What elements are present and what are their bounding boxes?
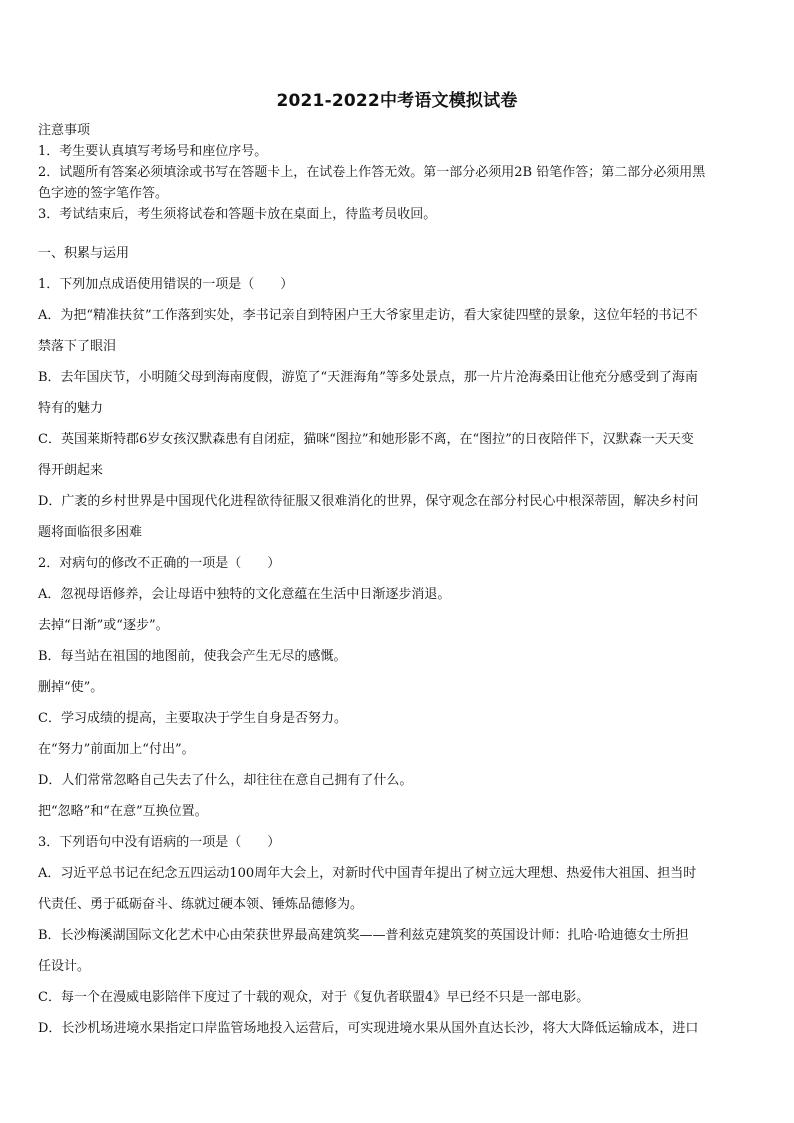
option-line: C．学习成绩的提高，主要取决于学生自身是否努力。: [38, 711, 347, 726]
notice-heading: 注意事项: [38, 123, 91, 138]
notice-item: 色字迹的签字笔作答。: [38, 186, 169, 201]
question-stem: 2．对病句的修改不正确的一项是（ ）: [38, 556, 281, 571]
option-line: C．英国莱斯特郡6岁女孩汉默森患有自闭症，猫咪“图拉”和她形影不离，在“图拉”的日夜陪伴下，汉默森一天天变: [38, 432, 694, 447]
option-line: 任设计。: [38, 959, 91, 974]
notice-item: 1．考生要认真填写考场号和座位序号。: [38, 144, 268, 159]
revision-line: 在“努力”前面加上“付出”。: [38, 742, 195, 757]
option-line: 代责任、勇于砥砺奋斗、练就过硬本领、锤炼品德修为。: [38, 897, 364, 912]
revision-line: 把“忽略”和“在意”互换位置。: [38, 804, 208, 819]
option-line: 禁落下了眼泪: [38, 339, 117, 354]
option-line: 得开朗起来: [38, 463, 104, 478]
question-stem: 1．下列加点成语使用错误的一项是（ ）: [38, 277, 294, 292]
revision-line: 去掉“日渐”或“逐步”。: [38, 618, 169, 633]
option-line: D．人们常常忽略自己失去了什么，却往往在意自己拥有了什么。: [38, 773, 413, 788]
option-line: B．长沙梅溪湖国际文化艺术中心由荣获世界最高建筑奖——普利兹克建筑奖的英国设计师：扎哈·哈迪德女士所担: [38, 928, 689, 943]
option-line: 题将面临很多困难: [38, 525, 143, 540]
option-line: B．每当站在祖国的地图前，使我会产生无尽的感慨。: [38, 649, 347, 664]
option-line: 特有的魅力: [38, 401, 104, 416]
option-line: B．去年国庆节，小明随父母到海南度假，游览了“天涯海角”等多处景点，那一片片沧海桑田让他充分感受到了海南: [38, 370, 698, 385]
option-line: C．每一个在漫威电影陪伴下度过了十载的观众，对于《复仇者联盟4》早已经不只是一部电影。: [38, 990, 590, 1005]
notice-item: 3．考试结束后，考生须将试卷和答题卡放在桌面上，待监考员收回。: [38, 207, 437, 222]
revision-line: 删掉“使”。: [38, 680, 104, 695]
option-line: D．广袤的乡村世界是中国现代化进程欲待征服又很难消化的世界，保守观念在部分村民心中根深蒂固，解决乡村问: [38, 494, 699, 509]
option-line: D．长沙机场进境水果指定口岸监管场地投入运营后，可实现进境水果从国外直达长沙，将大大降低运输成本，进口: [38, 1021, 699, 1036]
question-body: [38, 241, 758, 1047]
option-line: A．忽视母语修养，会让母语中独特的文化意蕴在生活中日渐逐步消退。: [38, 587, 451, 602]
notice-item: 2．试题所有答案必须填涂或书写在答题卡上，在试卷上作答无效。第一部分必须用2B 铅笔作答；第二部分必须用黑: [38, 165, 706, 180]
question-stem: 3．下列语句中没有语病的一项是（ ）: [38, 835, 281, 850]
option-line: A．习近平总书记在纪念五四运动100周年大会上，对新时代中国青年提出了树立远大理想、热爱伟大祖国、担当时: [38, 866, 697, 881]
section-heading: 一、积累与运用: [38, 246, 130, 261]
exam-title: 2021-2022中考语文模拟试卷: [276, 91, 518, 111]
option-line: A．为把“精准扶贫”工作落到实处，李书记亲自到特困户王大爷家里走访，看大家徒四壁的景象，这位年轻的书记不: [38, 308, 698, 323]
notice-block: [38, 120, 758, 225]
